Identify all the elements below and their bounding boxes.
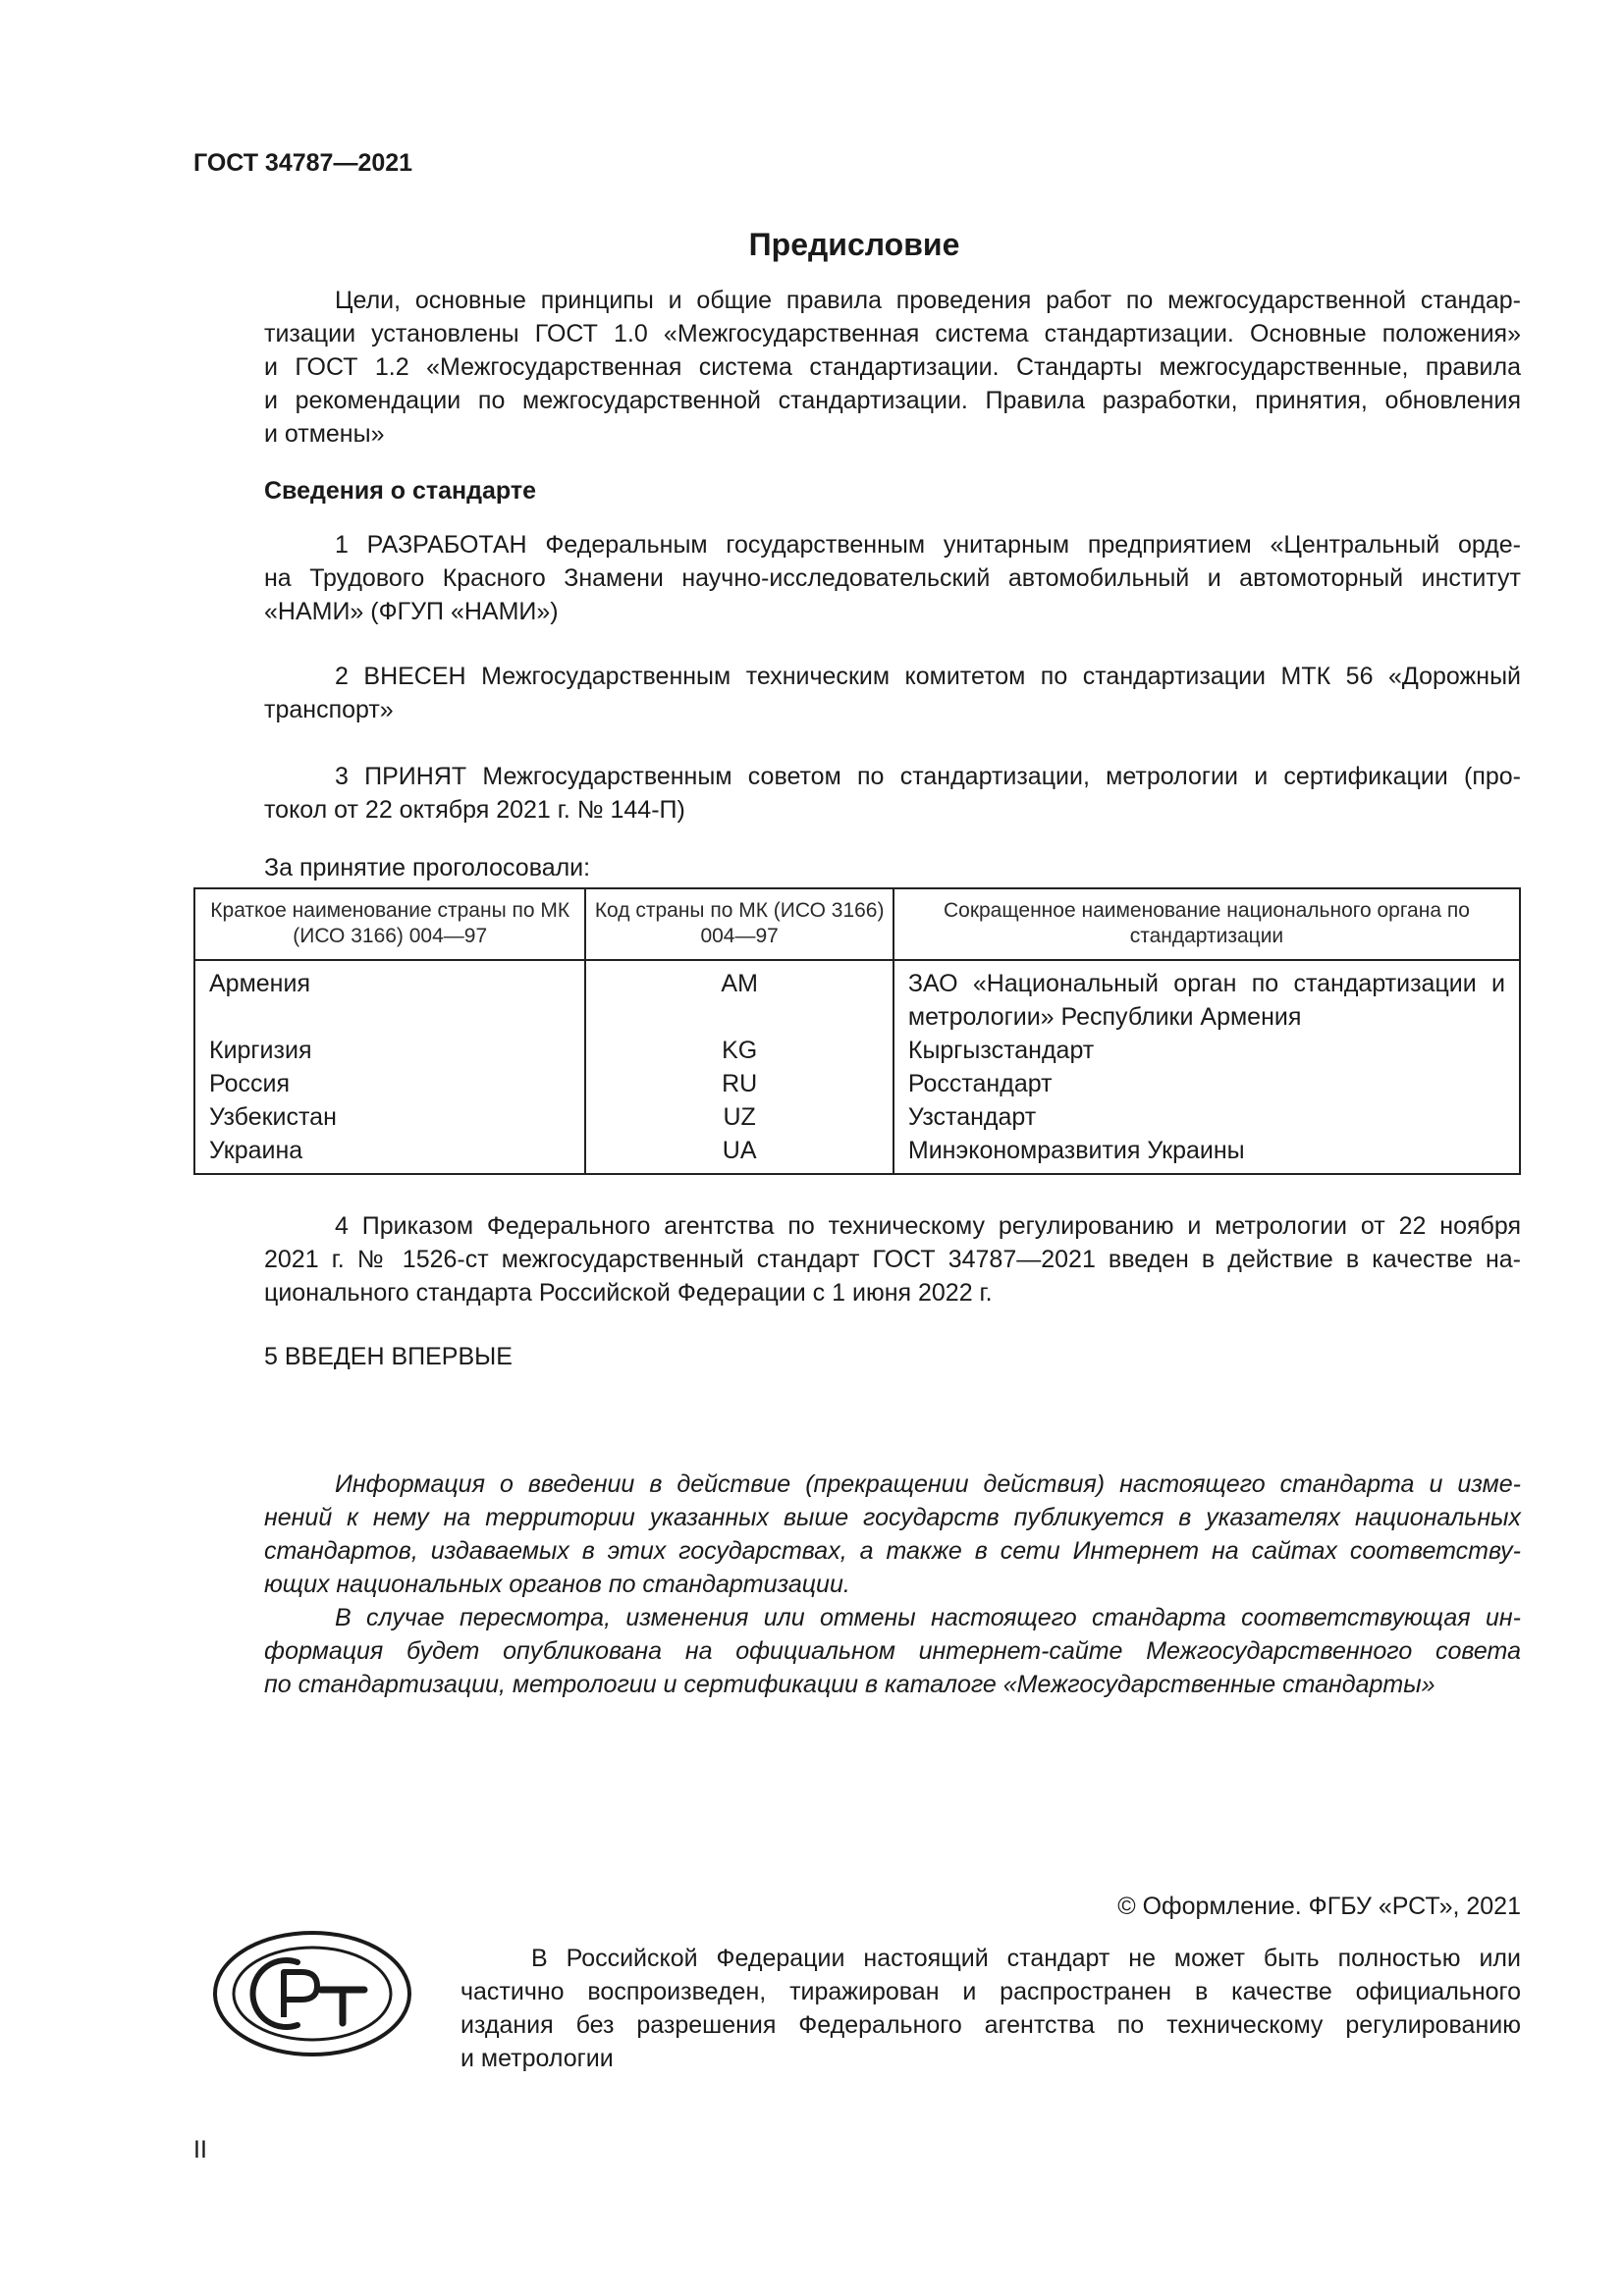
text-line: тизации установлены ГОСТ 1.0 «Межгосударственная система стандартизации. Основные положения» xyxy=(264,320,1521,347)
text-line: В случае пересмотра, изменения или отмены настоящего стандарта соответствующая ин- xyxy=(335,1604,1521,1631)
document-code: ГОСТ 34787—2021 xyxy=(193,149,413,177)
code-cell: UA xyxy=(585,1134,893,1174)
column-header-code: Код страны по МК (ИСО 3166) 004—97 xyxy=(585,888,893,960)
text-line: транспорт» xyxy=(264,696,394,723)
column-header-country: Краткое наименование страны по МК (ИСО 3166) 004—97 xyxy=(194,888,585,960)
reproduction-notice xyxy=(460,1942,1521,2075)
text-line: 2 ВНЕСЕН Межгосударственным техническим комитетом по стандартизации МТК 56 «Дорожный xyxy=(335,663,1521,690)
item-4-order xyxy=(193,1209,1521,1309)
text-line: и метрологии xyxy=(460,2045,614,2072)
text-line: Цели, основные принципы и общие правила проведения работ по межгосударственной стандар- xyxy=(335,287,1521,314)
item-1-developed xyxy=(193,528,1521,628)
text-line: и отмены» xyxy=(264,420,385,448)
text-line: ционального стандарта Российской Федерации с 1 июня 2022 г. xyxy=(264,1279,993,1307)
table-header-row xyxy=(194,888,1520,960)
text-line: В Российской Федерации настоящий стандарт не может быть полностью или xyxy=(531,1945,1521,1972)
text-line: 4 Приказом Федерального агентства по техническому регулированию и метрологии от 22 ноября xyxy=(335,1212,1521,1240)
country-cell: Киргизия xyxy=(194,1034,585,1067)
text-line: стандартов, издаваемых в этих государствах, а также в сети Интернет на сайтах соответству- xyxy=(264,1537,1521,1565)
info-italic-paragraph-1 xyxy=(193,1468,1521,1601)
text-line: 3 ПРИНЯТ Межгосударственным советом по стандартизации, метрологии и сертификации (про- xyxy=(335,763,1521,790)
text-line: частично воспроизведен, тиражирован и распространен в качестве официального xyxy=(460,1978,1521,2005)
country-cell: Украина xyxy=(194,1134,585,1174)
text-line: и рекомендации по межгосударственной стандартизации. Правила разработки, принятия, обновления xyxy=(264,387,1521,414)
text-line: «НАМИ» (ФГУП «НАМИ») xyxy=(264,598,559,625)
country-cell: Россия xyxy=(194,1067,585,1100)
text-line: нений к нему на территории указанных выше государств публикуется в указателях национальных xyxy=(264,1504,1521,1531)
code-cell: KG xyxy=(585,1034,893,1067)
item-3-adopted xyxy=(193,760,1521,827)
text-line: издания без разрешения Федерального агентства по техническому регулированию xyxy=(460,2011,1521,2039)
item-2-introduced xyxy=(193,660,1521,726)
table-row xyxy=(194,1067,1520,1100)
text-line: и ГОСТ 1.2 «Межгосударственная система стандартизации. Стандарты межгосударственные, правила xyxy=(264,353,1521,381)
organization-cell: Минэкономразвития Украины xyxy=(893,1134,1520,1174)
text-line: 2021 г. № 1526-ст межгосударственный стандарт ГОСТ 34787—2021 введен в действие в качестве на- xyxy=(264,1246,1521,1273)
page-number: II xyxy=(193,2136,207,2163)
copyright-line: © Оформление. ФГБУ «РСТ», 2021 xyxy=(1117,1893,1521,1920)
standard-info-heading: Сведения о стандарте xyxy=(264,477,537,505)
table-row xyxy=(194,960,1520,1034)
pst-conformity-mark-icon xyxy=(211,1929,413,2058)
page-title: Предисловие xyxy=(748,227,960,262)
code-cell: AM xyxy=(585,960,893,1034)
intro-paragraph xyxy=(193,284,1521,451)
country-cell: Армения xyxy=(194,960,585,1034)
text-line: формация будет опубликована на официальном интернет-сайте Межгосударственного совета xyxy=(264,1637,1521,1665)
organization-cell: Росстандарт xyxy=(893,1067,1520,1100)
table-row xyxy=(194,1034,1520,1067)
code-cell: UZ xyxy=(585,1100,893,1134)
table-row xyxy=(194,1100,1520,1134)
info-italic-paragraph-2 xyxy=(193,1601,1521,1701)
vote-intro: За принятие проголосовали: xyxy=(264,854,591,881)
country-cell: Узбекистан xyxy=(194,1100,585,1134)
text-line: Информация о введении в действие (прекращении действия) настоящего стандарта и изме- xyxy=(335,1470,1521,1498)
text-line: токол от 22 октября 2021 г. № 144-П) xyxy=(264,796,685,824)
table-row xyxy=(194,1134,1520,1174)
text-line: на Трудового Красного Знамени научно-исследовательский автомобильный и автомоторный институт xyxy=(264,564,1521,592)
organization-cell: ЗАО «Национальный орган по стандартизации и метрологии» Республики Армения xyxy=(893,960,1520,1034)
text-line: ющих национальных органов по стандартизации. xyxy=(264,1571,850,1598)
voting-table xyxy=(193,887,1521,1175)
text-line: 1 РАЗРАБОТАН Федеральным государственным унитарным предприятием «Центральный орде- xyxy=(335,531,1521,559)
column-header-organization: Сокращенное наименование национального органа по стандартизации xyxy=(893,888,1520,960)
code-cell: RU xyxy=(585,1067,893,1100)
item-5-first-introduced: 5 ВВЕДЕН ВПЕРВЫЕ xyxy=(264,1343,513,1370)
text-line: по стандартизации, метрологии и сертификации в каталоге «Межгосударственные стандарты» xyxy=(264,1671,1435,1698)
organization-cell: Узстандарт xyxy=(893,1100,1520,1134)
organization-cell: Кыргызстандарт xyxy=(893,1034,1520,1067)
